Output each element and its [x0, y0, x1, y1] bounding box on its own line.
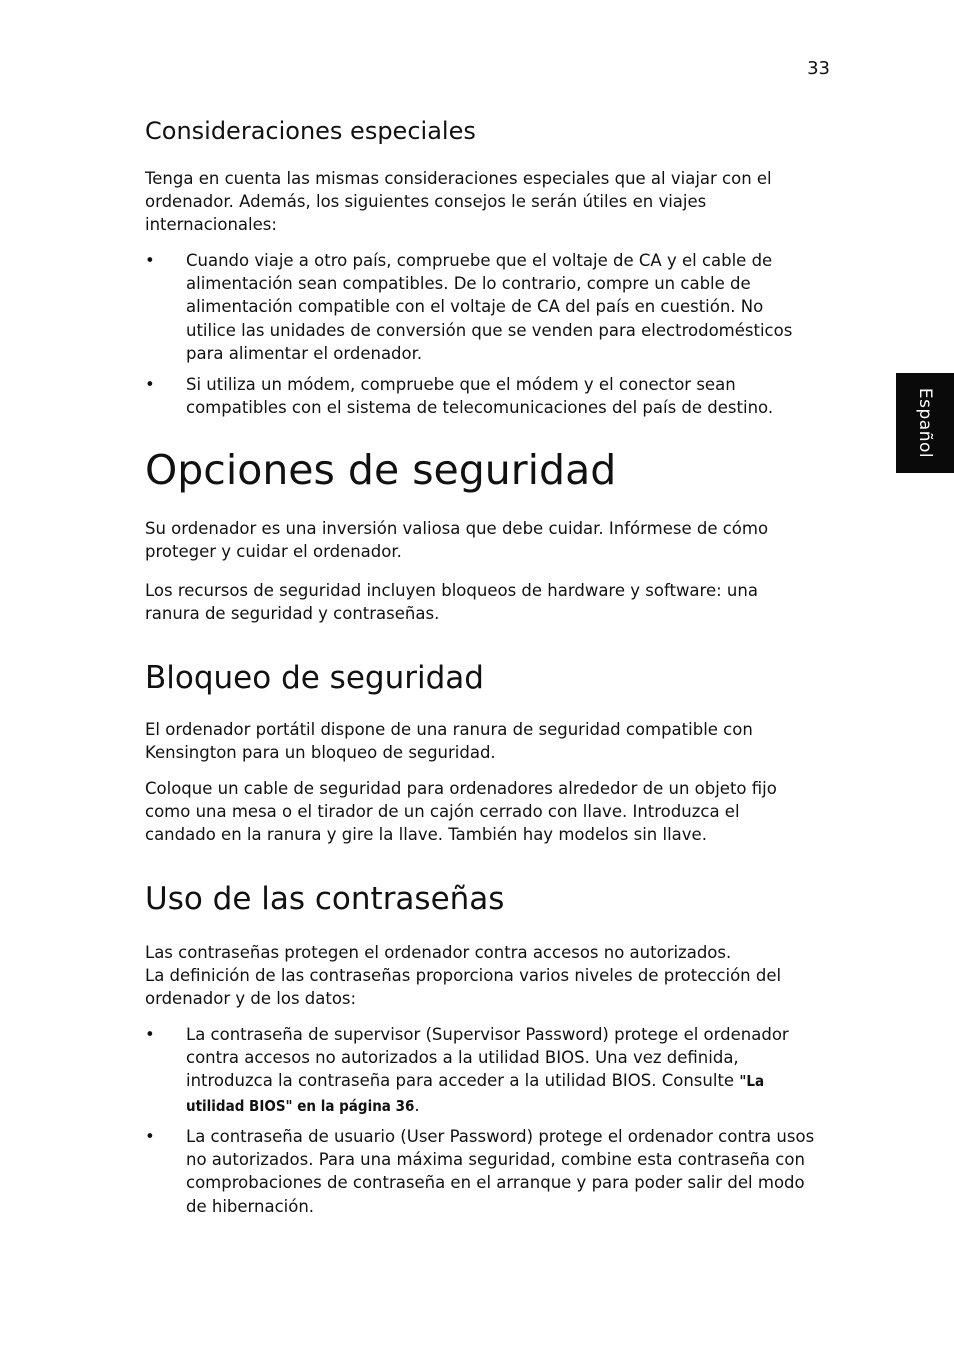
paragraph-consideraciones-intro [145, 167, 835, 237]
text-line: La contraseña de supervisor (Supervisor Password) protege el ordenador [186, 1025, 789, 1044]
text-line: alimentación sean compatibles. De lo contrario, compre un cable de [186, 274, 751, 294]
text-line: proteger y cuidar el ordenador. [145, 542, 402, 562]
bullet-marker: • [145, 375, 155, 394]
bullet-text [186, 373, 836, 419]
heading-bloqueo-de-seguridad: Bloqueo de seguridad [145, 660, 484, 696]
heading-uso-de-las-contrasenas: Uso de las contraseñas [145, 881, 505, 917]
text-line: contra accesos no autorizados a la utilidad BIOS. Una vez definida, [186, 1048, 739, 1068]
text-line: Cuando viaje a otro país, compruebe que el voltaje de CA y el cable de [186, 251, 773, 270]
paragraph-bloqueo-1 [145, 718, 835, 764]
text-line: internacionales: [145, 215, 277, 235]
text-line: Las contraseñas protegen el ordenador contra accesos no autorizados. [145, 943, 732, 962]
text-line: como una mesa o el tirador de un cajón cerrado con llave. Introduzca el [145, 802, 740, 822]
text-line [186, 1094, 836, 1118]
language-side-tab [896, 373, 954, 473]
text-segment: introduzca la contraseña para acceder a la utilidad BIOS. Consulte [186, 1071, 740, 1091]
text-line: Kensington para un bloqueo de seguridad. [145, 743, 496, 763]
text-line: Coloque un cable de seguridad para ordenadores alrededor de un objeto fijo [145, 779, 777, 798]
text-line [186, 1069, 836, 1093]
text-line: comprobaciones de contraseña en el arranque y para poder salir del modo [186, 1173, 805, 1193]
heading-consideraciones-especiales: Consideraciones especiales [145, 117, 476, 145]
bios-cross-reference-link[interactable]: "La [739, 1072, 765, 1091]
text-line: compatibles con el sistema de telecomunicaciones del país de destino. [186, 398, 774, 418]
heading-opciones-de-seguridad: Opciones de seguridad [145, 446, 617, 494]
text-line: de hibernación. [186, 1196, 315, 1216]
bullet-text [186, 1023, 836, 1118]
text-line: para alimentar el ordenador. [186, 343, 423, 363]
text-line: ordenador y de los datos: [145, 989, 357, 1009]
text-line: utilice las unidades de conversión que se venden para electrodomésticos [186, 320, 793, 340]
bullet-text [186, 1125, 836, 1218]
text-line: Su ordenador es una inversión valiosa que debe cuidar. Infórmese de cómo [145, 519, 769, 538]
text-line: La definición de las contraseñas proporciona varios niveles de protección del [145, 966, 782, 986]
paragraph-contrasenas-intro [145, 941, 835, 1011]
paragraph-bloqueo-2 [145, 777, 835, 847]
text-line: ordenador. Además, los siguientes consejos le serán útiles en viajes [145, 192, 707, 212]
bullet-marker: • [145, 1127, 155, 1146]
language-side-tab-label: Español [915, 387, 935, 459]
page-number: 33 [807, 58, 830, 79]
text-line: Los recursos de seguridad incluyen bloqueos de hardware y software: una [145, 581, 758, 600]
text-line: candado en la ranura y gire la llave. También hay modelos sin llave. [145, 825, 707, 845]
text-line: ranura de seguridad y contraseñas. [145, 604, 440, 624]
text-line: alimentación compatible con el voltaje de CA del país en cuestión. No [186, 297, 764, 317]
text-line: La contraseña de usuario (User Password) protege el ordenador contra usos [186, 1127, 815, 1146]
paragraph-opciones-2 [145, 579, 835, 625]
bios-cross-reference-link-continued[interactable]: utilidad BIOS" en la página 36 [186, 1096, 415, 1115]
bullet-marker: • [145, 1025, 155, 1044]
text-line: no autorizados. Para una máxima seguridad, combine esta contraseña con [186, 1150, 805, 1170]
text-line: Si utiliza un módem, compruebe que el módem y el conector sean [186, 375, 736, 394]
paragraph-opciones-1 [145, 517, 835, 563]
text-line: Tenga en cuenta las mismas consideraciones especiales que al viajar con el [145, 169, 772, 188]
text-segment: . [414, 1095, 420, 1115]
bullet-marker: • [145, 251, 155, 270]
bullet-text [186, 249, 836, 365]
text-line: El ordenador portátil dispone de una ranura de seguridad compatible con [145, 720, 753, 739]
